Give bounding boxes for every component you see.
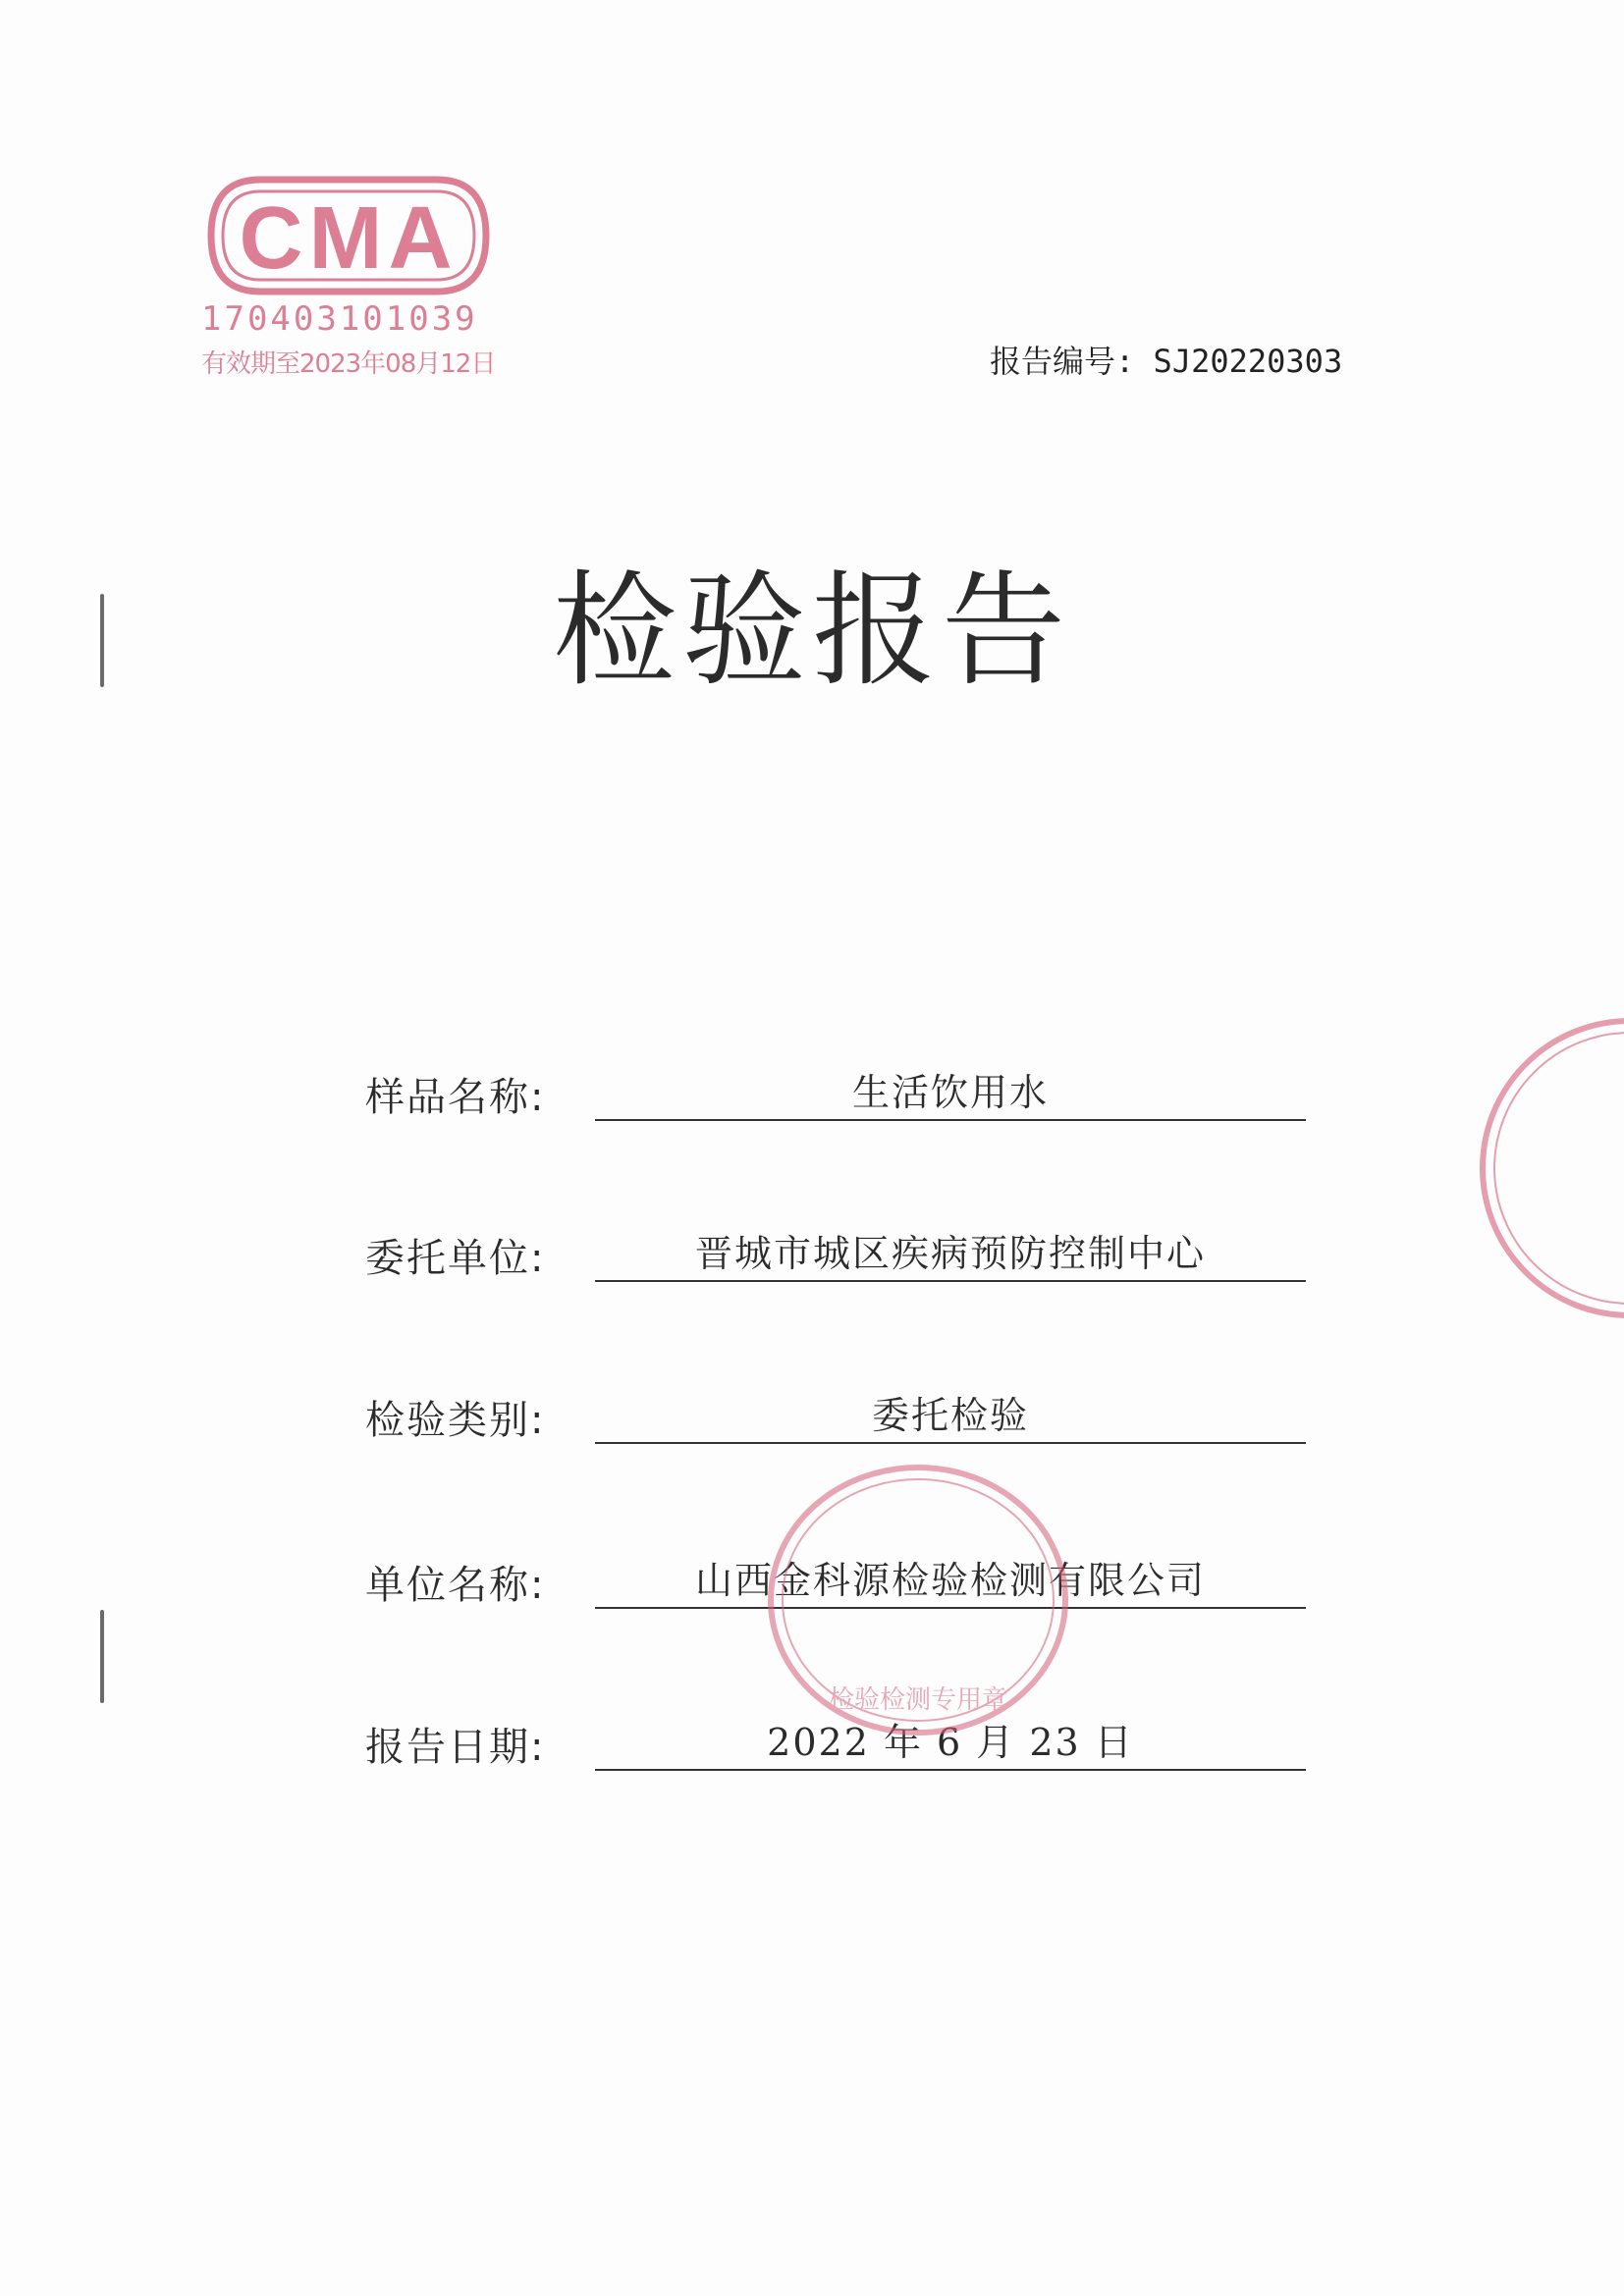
- field-sample-name: [365, 1066, 1318, 1125]
- report-number-value: SJ20220303: [1153, 343, 1343, 380]
- field-value: 生活饮用水: [851, 1071, 1049, 1114]
- field-value: 委托检验: [871, 1394, 1029, 1437]
- field-label: 报告日期:: [365, 1725, 546, 1770]
- cma-logo-icon: [201, 172, 496, 299]
- page-title: 检验报告: [553, 559, 1071, 703]
- report-number: [990, 337, 1342, 382]
- field-label: 检验类别:: [365, 1398, 546, 1443]
- binding-mark: [100, 1610, 104, 1703]
- binding-mark: [100, 594, 104, 687]
- field-value: 山西金科源检验检测有限公司: [694, 1559, 1206, 1602]
- inspection-seal-icon: [761, 1458, 1075, 1742]
- field-label: 单位名称:: [365, 1563, 546, 1608]
- field-label: 样品名称:: [365, 1075, 546, 1120]
- cma-number: 170403101039: [201, 299, 478, 339]
- cma-seal: [201, 172, 496, 388]
- report-number-label: 报告编号:: [990, 343, 1135, 380]
- inspection-seal: [761, 1458, 1075, 1742]
- company-seal: [1473, 1011, 1624, 1325]
- cma-mark-text: CMA: [239, 189, 459, 288]
- field-inspection-type: [365, 1389, 1318, 1448]
- field-value: 2022 年 6 月 23 日: [767, 1721, 1134, 1764]
- company-seal-icon: [1473, 1011, 1624, 1325]
- field-client: [365, 1227, 1318, 1286]
- svg-text:检验检测专用章: 检验检测专用章: [828, 1685, 1008, 1715]
- field-underline: [595, 1227, 1306, 1282]
- field-underline: [595, 1389, 1306, 1444]
- field-value: 晋城市城区疾病预防控制中心: [694, 1232, 1206, 1275]
- field-underline: [595, 1066, 1306, 1121]
- cma-validity: 有效期至2023年08月12日: [201, 349, 496, 379]
- field-label: 委托单位:: [365, 1236, 546, 1281]
